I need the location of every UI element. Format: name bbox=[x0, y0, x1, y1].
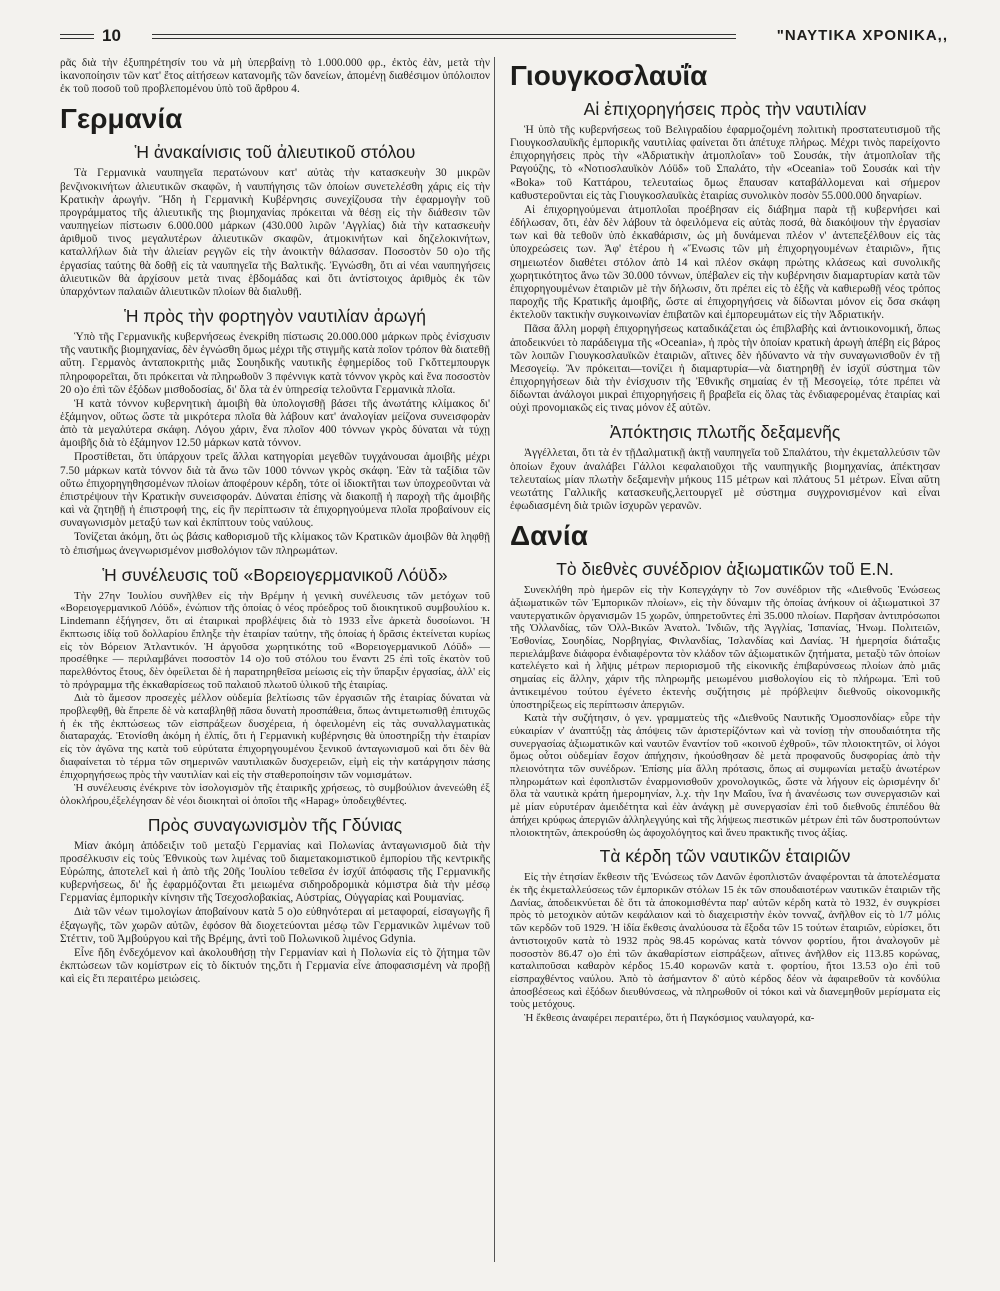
article-paragraph: Τονίζεται ἀκόμη, ὅτι ὡς βάσις καθορισμοῦ τῆς κλίμακος τῶν Κρατικῶν ἀμοιβῶν θὰ ληφθῇ τὸ ἐπισήμως ἀνεγνωρισμένον μισθολόγιον τῶν πληρωμάτων. bbox=[60, 531, 490, 557]
country-heading-germany: Γερμανία bbox=[60, 103, 183, 135]
page-number: 10 bbox=[60, 26, 121, 46]
article-paragraph: Κατὰ τὴν συζήτησιν, ὁ γεν. γραμματεὺς τῆς «Διεθνοῦς Ναυτικῆς Ὁμοσπονδίας» εὗρε τὴν εὐκαιρίαν ν' ἀναπτύξῃ τὰς ἀπόψεις τῶν ἀριστερίζόντων καὶ νὰ τονίσῃ τὴν σπουδαιότητα τῆς συνεργασίας ἀξιωματικῶν καὶ ναυτῶν ἔναντίον τοῦ «κοινοῦ ἐχθροῦ», τῶν πλοιοκτητῶν, οἱ λόγοι ὅμως οὗτοι οὐδεμίαν ἔσχον ἀπήχησιν, ἠκούσθησαν δὲ μετὰ προφανοῦς δυσφορίας ἀπὸ τὴν πλειονότητα τῶν συνέδρων. Ἐπίσης μία ἄλλη πρότασις, ὅπως αἱ συμφωνίαι μεταξὺ ἀνωτέρων πληρωμάτων καὶ ἐφοπλιστῶν ἐναρμονισθοῦν χρονολογικῶς, ὥστε νὰ λήγουν εἰς ὡρισμένην δι' ὅλα τὰ ναυτικὰ κράτη ἡμερομηνίαν, λ.χ. τὴν 1ην Μαΐου, ἵνα ἡ ἀνανέωσις των συνεργασιῶν καὶ μὲ μίαν εὐρυτέραν ἀμειδέτητα καὶ ἐὰν ἀνάγκῃ μὲ συνεργασίαν ἐπὶ τοῦ διεθνοῦς ἐπιπέδου θὰ ἀπήχει κρύφως ἀπεργιῶν ἀλληλεγγύης καὶ τῆς λήψεως πιεστικῶν μέτρων ἐπὶ τῶν δυστροπούντων πλοιοκτητῶν, ἀπεκρούσθη ὡς ἀφοχολόγητος καὶ ἄνευ πρακτικῆς τινος ἀξίας. bbox=[510, 712, 940, 839]
article-title-subsidies: Αἱ ἐπιχορηγήσεις πρὸς τὴν ναυτιλίαν bbox=[583, 99, 867, 119]
masthead: "ΝΑΥΤΙΚΑ ΧΡΟΝΙΚΑ,, bbox=[776, 27, 948, 44]
article-title-company-profits: Τὰ κέρδη τῶν ναυτικῶν ἑταιριῶν bbox=[599, 846, 851, 867]
article-paragraph: Διὰ τὸ ἄμεσον προσεχὲς μέλλον οὐδεμία βελτίωσις τῶν ἐργασιῶν τῆς ἑταιρίας δύναται νὰ προβλεφθῇ, θὰ ἔπρεπε δὲ νὰ καταβληθῇ πᾶσα δυνατὴ προσπάθεια, ὅπως ἀντιμετωπισθῇ ἐπιτυχῶς ἡ ἐκ τῆς ἐκπτώσεως τῶν εἰσπράξεων δυσχέρεια, ἡ ὀφειλομένη εἰς τὰς συναλλαγματικὰς διαταραχάς. Ἐτονίσθη ἀκόμη ἡ ἐλπίς, ὅτι ἡ Γερμανικὴ κυβέρνησις θὰ ὑποστηρίξῃ τὴν ἑταιρίαν εἰς τὸν ἀγῶνα της κατὰ τοῦ εὐρύτατα ἐπιχορηγουμένου ξενικοῦ ἀνταγωνισμοῦ καὶ ὅτι δὲν θὰ διαφαίνεται τὸ τέρμα τῶν σημερινῶν ναυτιλιακῶν δυσχερειῶν, εἰμὴ εἰς τὴν κατάργησιν πάσης ἐπιχορηγήσεως πρὸς τὴν ναυτιλίαν καὶ εἰς τὴν σταθεροποίησιν τῶν νομισμάτων. bbox=[60, 692, 490, 781]
article-paragraph: Ἡ ὑπὸ τῆς κυβερνήσεως τοῦ Βελιγραδίου ἐφαρμοζομένη πολιτικὴ προστατευτισμοῦ τῆς Γιουγκοσλαυϊκῆς ἐμπορικῆς ναυτιλίας φαίνεται ὅτι ἀπέτυχε πλήρως. Μέχρι τινὸς παρείχοντο ἐπιχορηγήσεις πρὸς τὴν «Ἀδριατικὴν ἀτμοπλοΐαν» τοῦ Σουσάκ, τὴν ἀτμοπλοΐαν τῆς Ραγούζης, τὸ «Νοτιοσλαυϊκὸν Λόϋδ» τοῦ Σπαλάτο, τὴν «Oceania» τοῦ Σουσάκ καὶ τὴν «Boka» τοῦ Καττάρου, τελευταίως ὅμως ἔπαυσαν καταβάλλομεναι καὶ σήμερον καθυστεροῦνται εἰς τὰς Γιουγκοσλαυϊκὰς ἑταιρίας συνολικὸν ποσὸν 55.000.000 δηναρίων. bbox=[510, 124, 940, 202]
article-paragraph: Ἡ ἔκθεσις ἀναφέρει περαιτέρω, ὅτι ἡ Παγκόσμιος ναυλαγορά, κα- bbox=[524, 1012, 815, 1025]
article-paragraph: Ἡ κατὰ τόννον κυβερνητικὴ ἀμοιβὴ θὰ ὑπολογισθῇ βάσει τῆς ἀνωτάτης κλίμακος δι' ἑξάμηνον, οὕτως ὥστε τὰ μικρότερα πλοῖα θὰ λάβουν κατ' ἀναλογίαν μείζονα συνεισφορὰν ἀπὸ τὰ μεγαλύτερα σκάφη. Λόγου χάριν, ἕνα πλοῖον 400 τόννων γκρὸς δύναται νὰ τύχῃ ἀμοιβῆς διὰ τὸ ἑξάμηνον 12.50 μάρκων κατὰ τόννον. bbox=[60, 397, 490, 450]
article-title-gdynia: Πρὸς συναγωνισμὸν τῆς Γδύνιας bbox=[147, 814, 403, 835]
article-paragraph: Ὑπὸ τῆς Γερμανικῆς κυβερνήσεως ἐνεκρίθη πίστωσις 20.000.000 μάρκων πρὸς ἐνίσχυσιν τῆς ναυτικῆς βιομηχανίας, δὲν ἐγνώσθη ὅμως μέχρι τῆς στιγμῆς κατὰ ποῖον τρόπον θὰ διατεθῇ αὕτη. Γερμανὸς ἀνταποκριτὴς μιᾶς Σουηδικῆς ναυτικῆς ἐφημερίδος τοῦ Γκὄττεμπουργκ πληροφορεῖται, ὅτι πρόκειται νὰ πληρωθοῦν 3 πφέννιγκ κατὰ τόννον γκρὸς καὶ ἕνα ποσοστὸν 20 ο)ο ἐπὶ τῶν ἐξόδων μισθοδοσίας, δι' ὅλα τὰ ἐν ὑπηρεσίᾳ τελοῦντα Γερμανικὰ πλοῖα. bbox=[60, 331, 490, 396]
article-title-lloyd-meeting: Ἡ συνέλευσις τοῦ «Βορειογερμανικοῦ Λόϋδ» bbox=[102, 564, 448, 585]
article-paragraph: Προστίθεται, ὅτι ὑπάρχουν τρεῖς ἄλλαι κατηγορίαι μεγεθῶν τυγχάνουσαι ἀμοιβῆς μέχρι 7.50 μάρκων κατὰ τόννον διὰ τὰ ἄνω τῶν 1000 τόννων γκρὸς σκάφη. Ἐὰν τὰ ταξίδια τῶν οὕτω ἐπιχορηγηθησομένων πλοίων ἀποφέρουν κέρδη, τότε οἱ ἰδιοκτῆται των ὑποχρεοῦνται νὰ ἐπιστρέψουν τὴν Κρατικὴν συνεισφοράν. Δύναται ἐπίσης νὰ διακοπῇ ἡ παροχὴ τῆς ἀμοιβῆς καὶ νὰ ζητηθῇ ἡ ἐπιστροφή της, εἰς ἣν περίπτωσιν τὰ ἐπιχορηγούμενα πλοῖα προβαίνουν εἰς συναγωνισμὸν μεταξύ των καὶ ἐκπίπτουν τοὺς ναύλους. bbox=[60, 451, 490, 530]
right-column bbox=[510, 57, 940, 1267]
article-title-cargo-aid: Ἡ πρὸς τὴν φορτηγὸν ναυτιλίαν ἀρωγή bbox=[124, 306, 426, 327]
article-paragraph: Διὰ τῶν νέων τιμολογίων ἀποβαίνουν κατὰ 5 ο)ο εὐθηνότεραι αἱ μεταφοραί, εἰσαγωγῆς ἢ ἐξαγωγῆς, τῶν χωρῶν αὐτῶν, ἐφόσον θὰ διοχετεύονται μέσῳ τῶν Γερμανικῶν λιμένων τοῦ Στέττιν, τοῦ Ἀμβούργου καὶ τῆς Βρέμης, ἀντὶ τοῦ Πολωνικοῦ λιμένος Gdynia. bbox=[60, 906, 490, 945]
column-divider bbox=[494, 57, 495, 1262]
article-paragraph: Τὴν 27ην Ἰουλίου συνῆλθεν εἰς τὴν Βρέμην ἡ γενικὴ συνέλευσις τῶν μετόχων τοῦ «Βορειογερμανικοῦ Λόϋδ», ἐνώπιον τῆς ὁποίας ὁ νέος πρόεδρος τοῦ διοικητικοῦ συμβουλίου κ. Lindemann ἐξήγησεν, ὅτι αἱ ἐταιρικαὶ προβλέψεις διὰ τὸ 1933 εἶνε ἀρκετὰ δυσοίωνοι. Ἡ ἔκπτωσις ἰδίᾳ τοῦ δολλαρίου ἔπληξε τὴν ἑταιρίαν ταύτην, τῆς ὁποίας ἡ δρᾶσις ἐκτείνεται κυρίως εἰς τὸν Βόρειον Ἀτλαντικόν. Ἡ ἀργοῦσα χωρητικότης τοῦ «Βορειογερμανικοῦ Λόϋδ» — προσέθηκε — περιλαμβάνει ποσοστὸν 14 ο)ο τοῦ στόλου του ἔναντι 25 ἐπὶ τοῖς ἑκατὸν τοῦ παρελθόντος ἔτους, δὲν ὀφείλεται δὲ ἡ παρατηρηθεῖσα μείωσις εἰς τὴν ὕπαρξιν ἐργασίας, ἀλλ' εἰς τὸ πρόγραμμα τῆς ἐκκαθαρίσεως τοῦ παλαιοῦ πλωτοῦ ὑλικοῦ τῆς ἑταιρίας. bbox=[60, 589, 490, 691]
article-paragraph: Εἶνε ἤδη ἐνδεχόμενον καὶ ἀκολουθήσῃ τὴν Γερμανίαν καὶ ἡ Πολωνία εἰς τὸ ζήτημα τῶν ἐκπτώσεων τῶν κομίστρων εἰς τὸ δίκτυόν της,ὅτι ἡ Γερμανία εἶνε ἀποφασισμένη νὰ προβῇ καὶ εἰς ἔτι περαιτέρω μειώσεις. bbox=[60, 946, 490, 986]
article-title-officers-congress: Τὸ διεθνὲς συνέδριον ἀξιωματικῶν τοῦ Ε.Ν. bbox=[556, 559, 894, 580]
article-paragraph: Ἀγγέλλεται, ὅτι τὰ ἐν τῇΔαλματικῇ ἀκτῇ ναυπηγεῖα τοῦ Σπαλάτου, τὴν ἐκμεταλλεύσιν τῶν ὁποίων ἔχουν ἀναλάβει Γάλλοι κεφαλαιοῦχοι τῆς ναυπηγικῆς βιομηχανίας, ἀπέκτησαν τελευταίως μίαν πλωτὴν δεξαμενὴν μήκους 115 μέτρων καὶ πλάτους 51 μέτρων. Εἶναι αὕτη νεωτάτης Γαλλικῆς κατασκευῆς,λειτουργεῖ μὲ σύστημα συγχρονισμένον καὶ εἶναι ἐφωδιασμένη διὰ τριῶν ἰσχυρῶν γερανῶν. bbox=[510, 447, 940, 513]
article-title-floating-dock: Ἀπόκτησις πλωτῆς δεξαμενῆς bbox=[609, 422, 841, 443]
article-paragraph: Πᾶσα ἄλλη μορφὴ ἐπιχορηγήσεως καταδικάζεται ὡς ἐπιβλαβὴς καὶ ἀντιοικονομική, ὅπως ἀποδεικνύει τὸ παράδειγμα τῆς «Oceania», ἡ πρὸς τὴν ὁποίαν κρατικὴ ἀρωγὴ ἀπέβη εἰς βάρος τῶν λοιπῶν Γιουγκοσλαυϊκῶν ἑταιριῶν, αἵτινες δὲν ἠδύναντο νὰ τὴν συναγωνισθοῦν ἐν τῇ Μεσογείῳ. Ἂν πρόκειται—τονίζει ἡ διαμαρτυρία—νὰ διατηρηθῇ ἐν ἰσχύϊ σύστημα τῶν ἐπιχορηγήσεων διὰ τὴν ἐνίσχυσιν τῆς Ἐθνικῆς σημαίας ἐν τῇ Μεσογείῳ, τότε πρέπει νὰ δίδωνται ἀνάλογοι μικραὶ ἐπιχορηγήσεις ἢ βραβεῖα εἰς ὅλας τὰς ἐνδιαφερομένας ἑταιρίας καὶ οὐχὶ προνομιακῶς εἰς τινας μόνον ἐξ αὐτῶν. bbox=[510, 323, 940, 415]
article-paragraph: Συνεκλήθη πρὸ ἡμερῶν εἰς τὴν Κοπεγχάγην τὸ 7ον συνέδριον τῆς «Διεθνοῦς Ἑνώσεως ἀξιωματικῶν τῶν Ἐμπορικῶν πλοίων», εἰς τὴν δύναμιν τῆς ὁποίας ἀνήκουν οἱ ἀξιωματικοὶ 37 ναυτεργατικῶν ὀργανισμῶν 15 χωρῶν, ὑπηρετοῦντες ἐπὶ 35.000 πλοίων. Παρῆσαν ἀντιπρόσωποι τῆς Ὁλλανδίας, τῶν Ὁλλ-Βικῶν Ἀνατολ. Ἰνδιῶν, τῆς Ἀγγλίας, Ἰσπανίας, Ἡνωμ. Πολιτειῶν, Ἐσθονίας, Σουηδίας, Νορβηγίας, Φινλανδίας, Ἰσλανδίας καὶ Δανίας. Ἡ ἡμερησία διάταξις περιελάμβανε διάφορα ἐνδιαφέροντα τὸν κλάδον τῶν ἀξιωματικῶν ζητήματα, μεταξὺ τῶν ὁποίων κατελέγετο καὶ ἡ λῆψις μέτρων περιορισμοῦ τῆς εἰκονικῆς ἐπιβαρύνσεως πλοίων ἀπὸ μιᾶς σημαίας εἰς ἄλλην, χάριν τῆς πληρωμῆς μειωμένου μισθολογίου εἰς τὸ πλήρωμα. Ἐπὶ τοῦ ἀντικειμένου τούτου ἐγένετο ἐκτενὴς συζήτησις μὲ πρόβλεψιν διεθνοῦς οἰκονομικῆς ὑποστηρίξεως εἰς περίπτωσιν ἀπεργιῶν. bbox=[510, 584, 940, 711]
page-header bbox=[60, 22, 948, 50]
article-paragraph: Εἰς τὴν ἐτησίαν ἔκθεσιν τῆς Ἑνώσεως τῶν Δανῶν ἐφοπλιστῶν ἀναφέρονται τὰ ἀποτελέσματα ἐκ τῆς ἐκμεταλλεύσεως τῶν ἐμπορικῶν στόλων 15 ἐκ τῶν σπουδαιοτέρων ναυτικῶν ἑταιριῶν τῆς Δανίας, ἀποδεικνύεται δὲ ὅτι τὰ ἀποκομισθέντα παρ' αὐτῶν κέρδη κατὰ τὸ 1932, ἐν συγκρίσει πρὸς τὸ μετοχικὸν αὐτῶν κεφάλαιον καὶ τὸ διαχειριστὴν ἑκὸν τονναζ, ἀνῆλθον εἰς τὸ 1/7 μόλις τῶν κερδῶν τοῦ 1929. Ἡ ἰδία ἔκθεσις ἀναλύουσα τὰ ἔξοδα τῶν 15 τούτων ἑταιριῶν, εὑρίσκει, ὅτι ἀντιστοιχοῦν κατὰ τὸ 1932 πρὸς 98.45 κορώνας κατὰ τόννον φορτίου, ἤτοι ἀναλογοῦν μὲ ποσοστὸν 86.47 ο)ο ἐπὶ τῶν ἀκαθαρίστων εἰσπράξεων, αἵτινες ἀνῆλθον εἰς 113.85 κορώνας, καταλιποῦσαι καθαρὸν κέρδος 15.40 κορωνῶν κατὰ τ. φορτίου, ἤτοι 13.53 ο)ο ἐπὶ τοῦ εἰσπραχθέντος ναύλου. Ἀπὸ τὸ ἀσήμαντον δ' αὐτὸ κέρδος δέον νὰ ἀφαιρεθοῦν τὰ κονδύλια ἀποσβέσεως καὶ ἐξόδων διευθύνσεως, νὰ πληρωθοῦν οἱ τόκοι καὶ νὰ διανεμηθοῦν μερίσματα εἰς τοὺς μετόχους. bbox=[510, 871, 940, 1011]
article-title-fishing-fleet: Ἡ ἀνακαίνισις τοῦ ἀλιευτικοῦ στόλου bbox=[134, 142, 416, 163]
country-heading-denmark: Δανία bbox=[510, 520, 588, 552]
article-paragraph: Τὰ Γερμανικὰ ναυπηγεῖα περατώνουν κατ' αὐτὰς τὴν κατασκευὴν 30 μικρῶν βενζινοκινήτων ἁλιευτικῶν σκαφῶν, ἡ ναυπήγησις τῶν ὁποίων συνετελέσθη χάρις εἰς τὴν Κρατικὴν ἀρωγήν. Ἤδη ἡ Γερμανικὴ Κυβέρνησις συνεχίζουσα τὴν ἐφαρμογὴν τοῦ προγράμματος τῆς ἁλιευτικῆς της βιομηχανίας πρόκειται νὰ θέσῃ εἰς τὴν διάθεσιν τῶν ναυπηγείων πίστωσιν 6.000.000 μάρκων (430.000 λιρῶν 'Αγγλίας) διὰ τὴν κατασκευὴν ἀριθμοῦ τινος μεγαλυτέρων ἁλιευτικῶν σκαφῶν, ἀτμοκινήτων καὶ δηζελοκινήτων, καταλλήλων διὰ τὴν ἁλιείαν ρεγγῶν εἰς τὴν ἀνοικτὴν θάλασσαν. Ποσοστὸν 50 ο)ο τῆς ἐργασίας ταύτης θὰ δοθῇ εἰς τὰ ναυπηγεῖα τῆς Βαλτικῆς. Ἐγνώσθη, ὅτι αἱ νέαι ναυπηγήσεις ἁλιευτικῶν θὰ ἀρχίσουν μετὰ τινας ἑβδομάδας καὶ ὅτι ἀντίστοιχος ἀριθμὸς ἐκ τῶν ὑπαρχόντων παλαιῶν ἁλιευτικῶν πλοίων θὰ διαλυθῇ. bbox=[60, 167, 490, 298]
article-paragraph: Ἡ συνέλευσις ἐνέκρινε τὸν ἰσολογισμὸν τῆς ἑταιρικῆς χρήσεως, τὸ συμβούλιον ἀνενεώθη ἐξ ὁλοκλήρου,ἐξελέγησαν δὲ νέοι διοικηταὶ οἱ ὁποῖοι τῆς «Hapag» ὑποδειχθέντες. bbox=[60, 782, 490, 807]
country-heading-yugoslavia: Γιουγκοσλαυΐα bbox=[510, 60, 708, 91]
intro-paragraph: ρᾶς διὰ τὴν ἐξυπηρέτησίν του νὰ μὴ ὑπερβαίνῃ τὸ 1.000.000 φρ., ἐκτὸς ἐὰν, μετὰ τὴν ἱκανοποίησιν τῶν κατ' ἔτος αἰτήσεων κατανομῆς τῶν δανείων, ἀπομένῃ διαθέσιμον ὑπόλοιπον ἐκ τοῦ ποσοῦ τοῦ προβλεπομένου ὑπὸ τοῦ ἄρθρου 4. bbox=[60, 57, 490, 96]
article-paragraph: Αἱ ἐπιχορηγούμεναι ἀτμοπλοΐαι προέβησαν εἰς διάβημα παρὰ τῇ κυβερνήσει καὶ ἐδήλωσαν, ὅτι, ἐὰν δὲν λάβουν τὰ ὀφειλόμενα εἰς αὐτὰς ποσά, θὰ διακόψουν τὴν ἐργασίαν των καὶ θὰ τεθοῦν ὑπὸ ἐκκαθάρισιν, ὡς μὴ δυνάμεναι πλέον ν' ἀντεπεξέλθουν εἰς τὰς ὑποχρεώσεις των. Ἀφ' ἑτέρου ἡ «Ἕνωσις τῶν μὴ ἐπιχορηγουμένων ἑταιριῶν», ἥτις σημειωτέον διαθέτει στόλον ἀπὸ 14 καὶ πλέον σκάφη πρώτης κλάσεως καὶ συνολικῆς χωρητικότητος ἄνω τῶν 30.000 τόννων, ὑπέβαλεν εἰς τὴν κυβέρνησιν διαμαρτυρίαν κατὰ τῶν ἐπιχορηγουμένων ἑταιριῶν μὲ τὴν δήλωσιν, ὅτι πρέπει εἰς τὸ ἑξῆς νὰ καθιερωθῇ νέος τρόπος παροχῆς τῆς Κρατικῆς ἀμοιβῆς, ὥστε αἱ ἐπιχορηγήσεις νὰ δίδωνται μόνον εἰς ὅσα σκάφη ἐκτελοῦν τακτικὴν συγκοινωνίαν ἐπιβατῶν καὶ ἐμπορευμάτων εἰς τὴν Ἀδριατικήν. bbox=[510, 203, 940, 322]
left-column bbox=[60, 57, 490, 1267]
header-rule bbox=[152, 34, 736, 39]
article-paragraph: Μίαν ἀκόμη ἀπόδειξιν τοῦ μεταξὺ Γερμανίας καὶ Πολωνίας ἀνταγωνισμοῦ διὰ τὴν προσέλκυσιν εἰς τοὺς Ἐθνικοὺς των λιμένας τοῦ διαμετακομιστικοῦ ἐμπορίου τῆς κεντρικῆς Εὐρώπης, ἀποτελεῖ καὶ ἡ ἀπὸ τῆς 20ῆς Ἰουλίου τεθεῖσα ἐν ἰσχύϊ ἀπόφασις τῆς Γερμανικῆς κυβερνήσεως, δι' ἧς ἐφαρμόζονται ἔτι μειωμένα σιδηροδρομικὰ κόμιστρα διὰ τὴν μέσῳ Γερμανίας ἐμπορικὴν κίνησιν τῆς Τσεχοσλοβακίας, Αὐστρίας, Οὐγγαρίας καὶ Ρουμανίας. bbox=[60, 839, 490, 905]
